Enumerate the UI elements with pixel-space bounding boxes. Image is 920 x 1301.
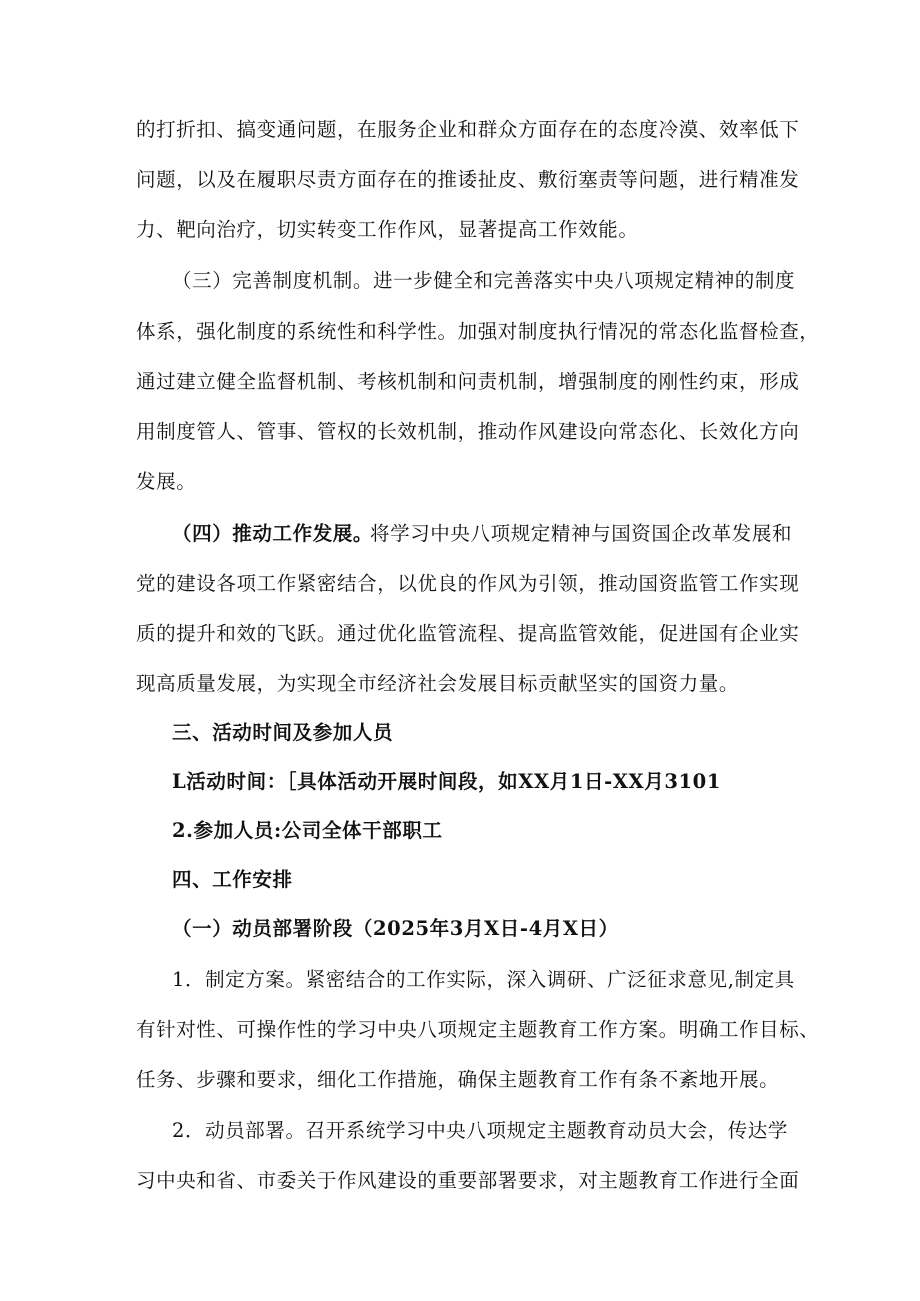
text-line: 2．动员部署。召开系统学习中央八项规定主题教育动员大会，传达学 xyxy=(172,1119,789,1142)
text-line: 用制度管人、管事、管权的长效机制，推动作风建设向常态化、长效化方向 xyxy=(136,420,800,443)
text-line: 发展。 xyxy=(136,470,197,493)
section-heading: 三、活动时间及参加人员 xyxy=(172,721,394,744)
activity-time: L活动时间：［具体活动开展时间段，如XX月1日-XX月3101 xyxy=(172,770,722,793)
p2-line-4 xyxy=(0,412,920,452)
p2-line-2 xyxy=(0,312,920,352)
p2-line-1 xyxy=(0,261,920,301)
participants: 2.参加人员:公司全体干部职工 xyxy=(172,819,443,842)
p1-line-2 xyxy=(0,160,920,200)
section-heading: 四、工作安排 xyxy=(172,868,293,891)
section4-heading-line xyxy=(0,860,920,900)
p1-line-1 xyxy=(0,110,920,150)
p4-line-3 xyxy=(0,1060,920,1100)
p5-line-2 xyxy=(0,1161,920,1201)
text-line: 力、靶向治疗，切实转变工作作风，显著提高工作效能。 xyxy=(136,218,639,241)
text-line: 通过建立健全监督机制、考核机制和问责机制，增强制度的刚性约束，形成 xyxy=(136,370,800,393)
text-line: 的打折扣、搞变通问题，在服务企业和群众方面存在的态度冷漠、效率低下 xyxy=(136,118,800,141)
p3-line-1 xyxy=(0,514,920,554)
text-line: 党的建设各项工作紧密结合，以优良的作风为引领，推动国资监管工作实现 xyxy=(136,572,800,595)
text-line: 1．制定方案。紧密结合的工作实际，深入调研、广泛征求意见,制定具 xyxy=(172,968,795,991)
text-line: （三）完善制度机制。进一步健全和完善落实中央八项规定精神的制度 xyxy=(172,269,796,292)
p2-line-5 xyxy=(0,462,920,502)
p3-line-2 xyxy=(0,564,920,604)
text-line: 质的提升和效的飞跃。通过优化监管流程、提高监管效能，促进国有企业实 xyxy=(136,622,800,645)
p4-line-2 xyxy=(0,1010,920,1050)
text-line: 有针对性、可操作性的学习中央八项规定主题教育工作方案。明确工作目标、 xyxy=(136,1018,820,1041)
p3-line-3 xyxy=(0,614,920,654)
text-line: 将学习中央八项规定精神与国资国企改革发展和 xyxy=(370,522,793,545)
subsection-heading: （一）动员部署阶段（2025年3月X日-4月X日） xyxy=(172,917,619,940)
text-line: 习中央和省、市委关于作风建设的重要部署要求，对主题教育工作进行全面 xyxy=(136,1169,800,1192)
section3-item2-line xyxy=(0,811,920,851)
p2-line-3 xyxy=(0,362,920,402)
subsection-heading: （四）推动工作发展。 xyxy=(172,522,374,545)
section3-heading-line xyxy=(0,713,920,753)
p4-line-1 xyxy=(0,960,920,1000)
text-line: 现高质量发展，为实现全市经济社会发展目标贡献坚实的国资力量。 xyxy=(136,672,740,695)
text-line: 体系，强化制度的系统性和科学性。加强对制度执行情况的常态化监督检查， xyxy=(136,320,820,343)
text-line: 问题，以及在履职尽责方面存在的推诿扯皮、敷衍塞责等问题，进行精准发 xyxy=(136,168,800,191)
text-line: 任务、步骤和要求，细化工作措施，确保主题教育工作有条不紊地开展。 xyxy=(136,1068,780,1091)
section4-sub1-line xyxy=(0,909,920,949)
p1-line-3 xyxy=(0,210,920,250)
p3-line-4 xyxy=(0,664,920,704)
section3-item1-line xyxy=(0,762,920,802)
p5-line-1 xyxy=(0,1111,920,1151)
